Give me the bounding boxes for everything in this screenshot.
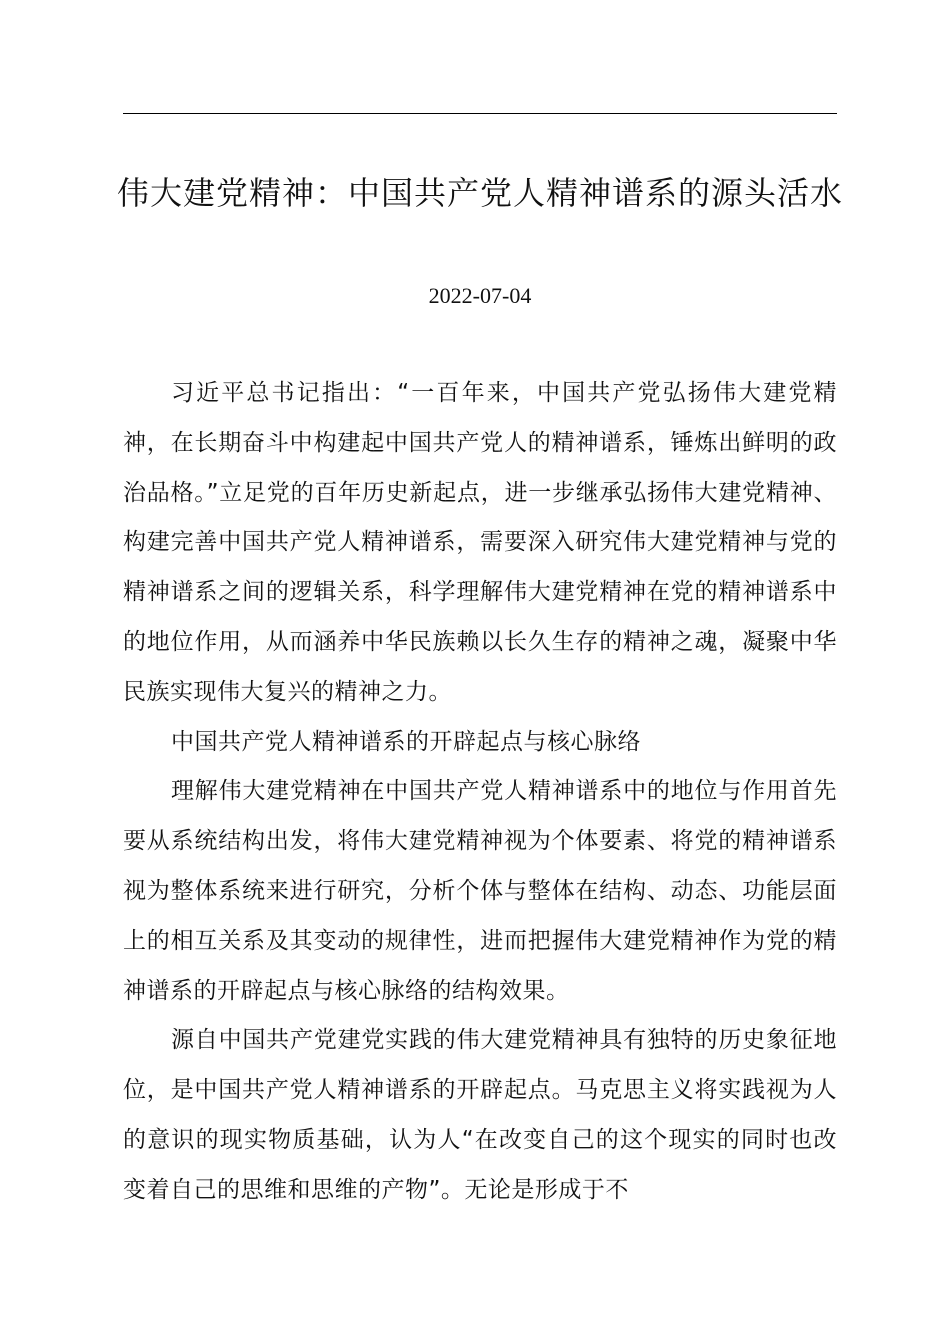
paragraph-intro: 习近平总书记指出：“一百年来，中国共产党弘扬伟大建党精神，在长期奋斗中构建起中国共产党人的精神谱系，锤炼出鲜明的政治品格。”立足党的百年历史新起点，进一步继承弘扬伟大建党精神、构建完善中国共产党人精神谱系，需要深入研究伟大建党精神与党的精神谱系之间的逻辑关系，科学理解伟大建党精神在党的精神谱系中的地位作用，从而涵养中华民族赖以长久生存的精神之魂，凝聚中华民族实现伟大复兴的精神之力。 xyxy=(123,380,837,705)
paragraph-system-structure: 理解伟大建党精神在中国共产党人精神谱系中的地位与作用首先要从系统结构出发，将伟大建党精神视为个体要素、将党的精神谱系视为整体系统来进行研究，分析个体与整体在结构、动态、功能层面上的相互关系及其变动的规律性，进而把握伟大建党精神作为党的精神谱系的开辟起点与核心脉络的结构效果。 xyxy=(123,778,837,1004)
article-body xyxy=(123,369,837,1216)
publish-date: 2022-07-04 xyxy=(428,283,532,308)
section-heading: 中国共产党人精神谱系的开辟起点与核心脉络 xyxy=(171,728,641,755)
paragraph-historical-origin: 源自中国共产党建党实践的伟大建党精神具有独特的历史象征地位，是中国共产党人精神谱系的开辟起点。马克思主义将实践视为人的意识的现实物质基础，认为人“在改变自己的这个现实的同时也改变着自己的思维和思维的产物”。无论是形成于不 xyxy=(123,1027,837,1203)
article-title: 伟大建党精神：中国共产党人精神谱系的源头活水 xyxy=(116,174,843,212)
header-rule xyxy=(123,113,837,114)
